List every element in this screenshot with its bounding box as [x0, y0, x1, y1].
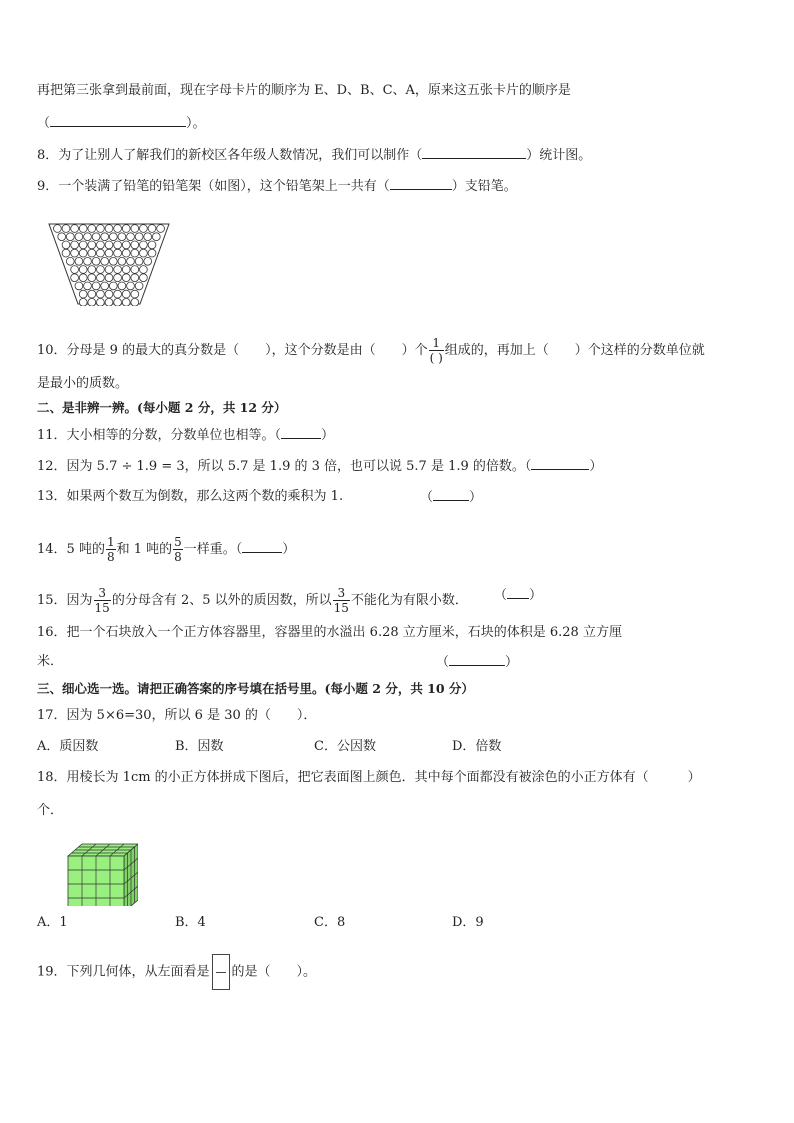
pencil-end: [122, 290, 130, 298]
q17-option-c[interactable]: C．公因数: [314, 739, 376, 754]
pencil-end: [140, 274, 148, 282]
pencil-end: [122, 241, 130, 249]
pencil-end: [62, 225, 70, 233]
pencil-end: [88, 266, 96, 274]
q9-line: 9．一个装满了铅笔的铅笔架（如图），这个铅笔架上一共有（ ）支铅笔。: [37, 179, 517, 194]
pencil-end: [114, 290, 122, 298]
pencil-end: [122, 249, 130, 257]
pencil-end: [122, 225, 130, 233]
q18-option-c[interactable]: C．8: [314, 915, 346, 930]
pencil-end: [109, 282, 117, 290]
pencil-end: [105, 249, 113, 257]
pencil-end: [97, 274, 105, 282]
q15-answer: （ ）: [494, 588, 543, 603]
pencil-end: [118, 233, 126, 241]
q16-line2: 米．: [37, 654, 64, 669]
pencil-end: [127, 282, 135, 290]
pencil-end: [131, 266, 139, 274]
q13-line: 13．如果两个数互为倒数，那么这两个数的乘积为 1.: [37, 489, 344, 504]
pencil-end: [101, 282, 109, 290]
pencil-end: [62, 241, 70, 249]
pencil-end: [88, 274, 96, 282]
q12-line: 12．因为 5.7 ÷ 1.9 = 3，所以 5.7 是 1.9 的 3 倍，也可以说 5.7 是 1.9 的倍数。（ ）: [37, 459, 603, 474]
q18-option-b[interactable]: B．4: [175, 915, 206, 930]
q16-answer-blank[interactable]: [449, 653, 505, 666]
pencil-end: [105, 298, 113, 306]
q15-answer-blank[interactable]: [507, 586, 529, 599]
q11-answer-blank[interactable]: [281, 426, 321, 439]
pencil-end: [122, 298, 130, 306]
q18-option-d[interactable]: D．9: [452, 915, 484, 930]
pencil-end: [84, 233, 92, 241]
q14-fraction-2: $\frac{5}{8}$: [174, 535, 182, 564]
pencil-end: [114, 274, 122, 282]
pencil-end: [71, 274, 79, 282]
pencil-end: [140, 241, 148, 249]
q18-line1: 18．用棱长为 1cm 的小正方体拼成下图后，把它表面图上颜色．其中每个面都没有被涂色的小正方体有（ ）: [37, 770, 701, 785]
pencil-end: [92, 233, 100, 241]
q14-line: 14．5 吨的 $\frac{1}{8}$ 和 1 吨的 $\frac{5}{8}$ 一样重。（ ）: [37, 535, 296, 564]
pencil-end: [71, 249, 79, 257]
pencil-end: [140, 249, 148, 257]
pencil-end: [157, 225, 165, 233]
pencil-end: [131, 241, 139, 249]
pencil-end: [97, 290, 105, 298]
pencil-end: [75, 233, 83, 241]
pencil-end: [127, 233, 135, 241]
q11-line: 11．大小相等的分数，分数单位也相等。（ ）: [37, 428, 335, 443]
q13-answer: （ ）: [420, 490, 483, 505]
pencil-end: [97, 266, 105, 274]
pencil-end: [114, 298, 122, 306]
q18-line2: 个．: [37, 803, 64, 818]
pencil-end: [88, 225, 96, 233]
q13-answer-blank[interactable]: [433, 488, 469, 501]
pencil-end: [131, 249, 139, 257]
pencil-end: [114, 249, 122, 257]
pencil-end: [79, 225, 87, 233]
pencil-end: [114, 266, 122, 274]
pencil-end: [114, 225, 122, 233]
pencil-end: [105, 266, 113, 274]
pencil-end: [71, 241, 79, 249]
pencil-end: [122, 266, 130, 274]
pencil-end: [148, 249, 156, 257]
pencil-end: [131, 290, 139, 298]
cube-figure: [66, 842, 138, 906]
q18-option-a[interactable]: A．1: [37, 915, 68, 930]
q7-answer-blank[interactable]: [50, 114, 186, 127]
pencil-end: [140, 266, 148, 274]
pencil-end: [105, 241, 113, 249]
pencil-end: [88, 249, 96, 257]
pencil-end: [122, 274, 130, 282]
pencil-end: [97, 298, 105, 306]
section2-title: 二、是非辨一辨。(每小题 2 分，共 12 分）: [37, 400, 287, 415]
pencil-end: [131, 225, 139, 233]
pencil-end: [84, 257, 92, 265]
q7-answer-line: （ ）。: [37, 116, 206, 131]
pencil-end: [92, 257, 100, 265]
pencil-end: [109, 233, 117, 241]
pencil-end: [131, 298, 139, 306]
pencil-end: [118, 282, 126, 290]
q15-line: 15．因为 $\frac{3}{15}$ 的分母含有 2、5 以外的质因数，所以 $\frac{3}{15}$ 不能化为有限小数．: [37, 586, 468, 615]
q17-option-b[interactable]: B．因数: [175, 739, 224, 754]
pencil-end: [97, 225, 105, 233]
q7-line1: 再把第三张拿到最前面，现在字母卡片的顺序为 E、D、B、C、A，原来这五张卡片的顺序是: [37, 83, 571, 98]
pencil-end: [71, 225, 79, 233]
pencil-end: [105, 274, 113, 282]
pencil-end: [62, 249, 70, 257]
pencil-end: [109, 257, 117, 265]
q10-line1: 10．分母是 9 的最大的真分数是（ ），这个分数是由（ ）个 $\frac{1}{( )}$ 组成的，再加上（ ）个这样的分数单位就: [37, 336, 705, 365]
pencil-end: [148, 241, 156, 249]
q17-option-d[interactable]: D．倍数: [452, 739, 502, 754]
pencil-end: [58, 233, 66, 241]
q12-answer-blank[interactable]: [531, 457, 589, 470]
pencil-end: [75, 257, 83, 265]
q8-line: 8．为了让别人了解我们的新校区各年级人数情况，我们可以制作（ ）统计图。: [37, 148, 592, 163]
pencil-end: [54, 225, 62, 233]
pencil-end: [131, 274, 139, 282]
pencil-end: [144, 257, 152, 265]
pencil-end: [66, 257, 74, 265]
pencil-end: [118, 257, 126, 265]
q14-fraction-1: $\frac{1}{8}$: [106, 535, 115, 564]
pencil-end: [135, 282, 143, 290]
pencil-end: [101, 257, 109, 265]
pencil-end: [88, 290, 96, 298]
pencil-end: [75, 282, 83, 290]
q16-line1: 16．把一个石块放入一个正方体容器里，容器里的水溢出 6.28 立方厘米，石块的体积是 6.28 立方厘: [37, 625, 622, 640]
q16-answer: （ ）: [436, 655, 519, 670]
pencil-end: [148, 225, 156, 233]
pencil-end: [97, 249, 105, 257]
pencil-end: [144, 233, 152, 241]
q10-line2: 是最小的质数。: [37, 376, 129, 391]
pencil-end: [79, 241, 87, 249]
q15-fraction-1: $\frac{3}{15}$: [94, 586, 110, 615]
pencil-end: [79, 298, 87, 306]
q14-answer-blank[interactable]: [242, 540, 282, 553]
pencil-end: [79, 290, 87, 298]
q15-fraction-2: $\frac{3}{15}$: [333, 586, 349, 615]
pencil-end: [127, 257, 135, 265]
pencil-end: [71, 266, 79, 274]
pencil-end: [97, 241, 105, 249]
pencil-end: [88, 298, 96, 306]
q9-answer-blank[interactable]: [390, 177, 452, 190]
pencil-end: [135, 257, 143, 265]
pencil-end: [66, 233, 74, 241]
pencil-end: [101, 233, 109, 241]
q17-option-a[interactable]: A．质因数: [37, 739, 99, 754]
pencil-holder-figure: [48, 222, 170, 306]
q19-line: 19．下列几何体，从左面看是 的是（ ）。: [37, 954, 316, 991]
q8-answer-blank[interactable]: [422, 146, 526, 159]
q10-fraction-unit: $\frac{1}{( )}$: [429, 336, 443, 365]
left-view-box-icon: [212, 954, 230, 990]
pencil-end: [84, 282, 92, 290]
pencil-end: [105, 225, 113, 233]
pencil-end: [79, 274, 87, 282]
pencil-end: [79, 249, 87, 257]
pencil-end: [114, 241, 122, 249]
q17-line: 17．因为 5×6=30，所以 6 是 30 的（ ）．: [37, 708, 317, 723]
section3-title: 三、细心选一选。请把正确答案的序号填在括号里。(每小题 2 分，共 10 分）: [37, 681, 474, 696]
pencil-end: [105, 290, 113, 298]
pencil-end: [88, 241, 96, 249]
pencil-end: [135, 233, 143, 241]
pencil-end: [92, 282, 100, 290]
pencil-end: [79, 266, 87, 274]
pencil-end: [140, 225, 148, 233]
pencil-end: [152, 233, 160, 241]
